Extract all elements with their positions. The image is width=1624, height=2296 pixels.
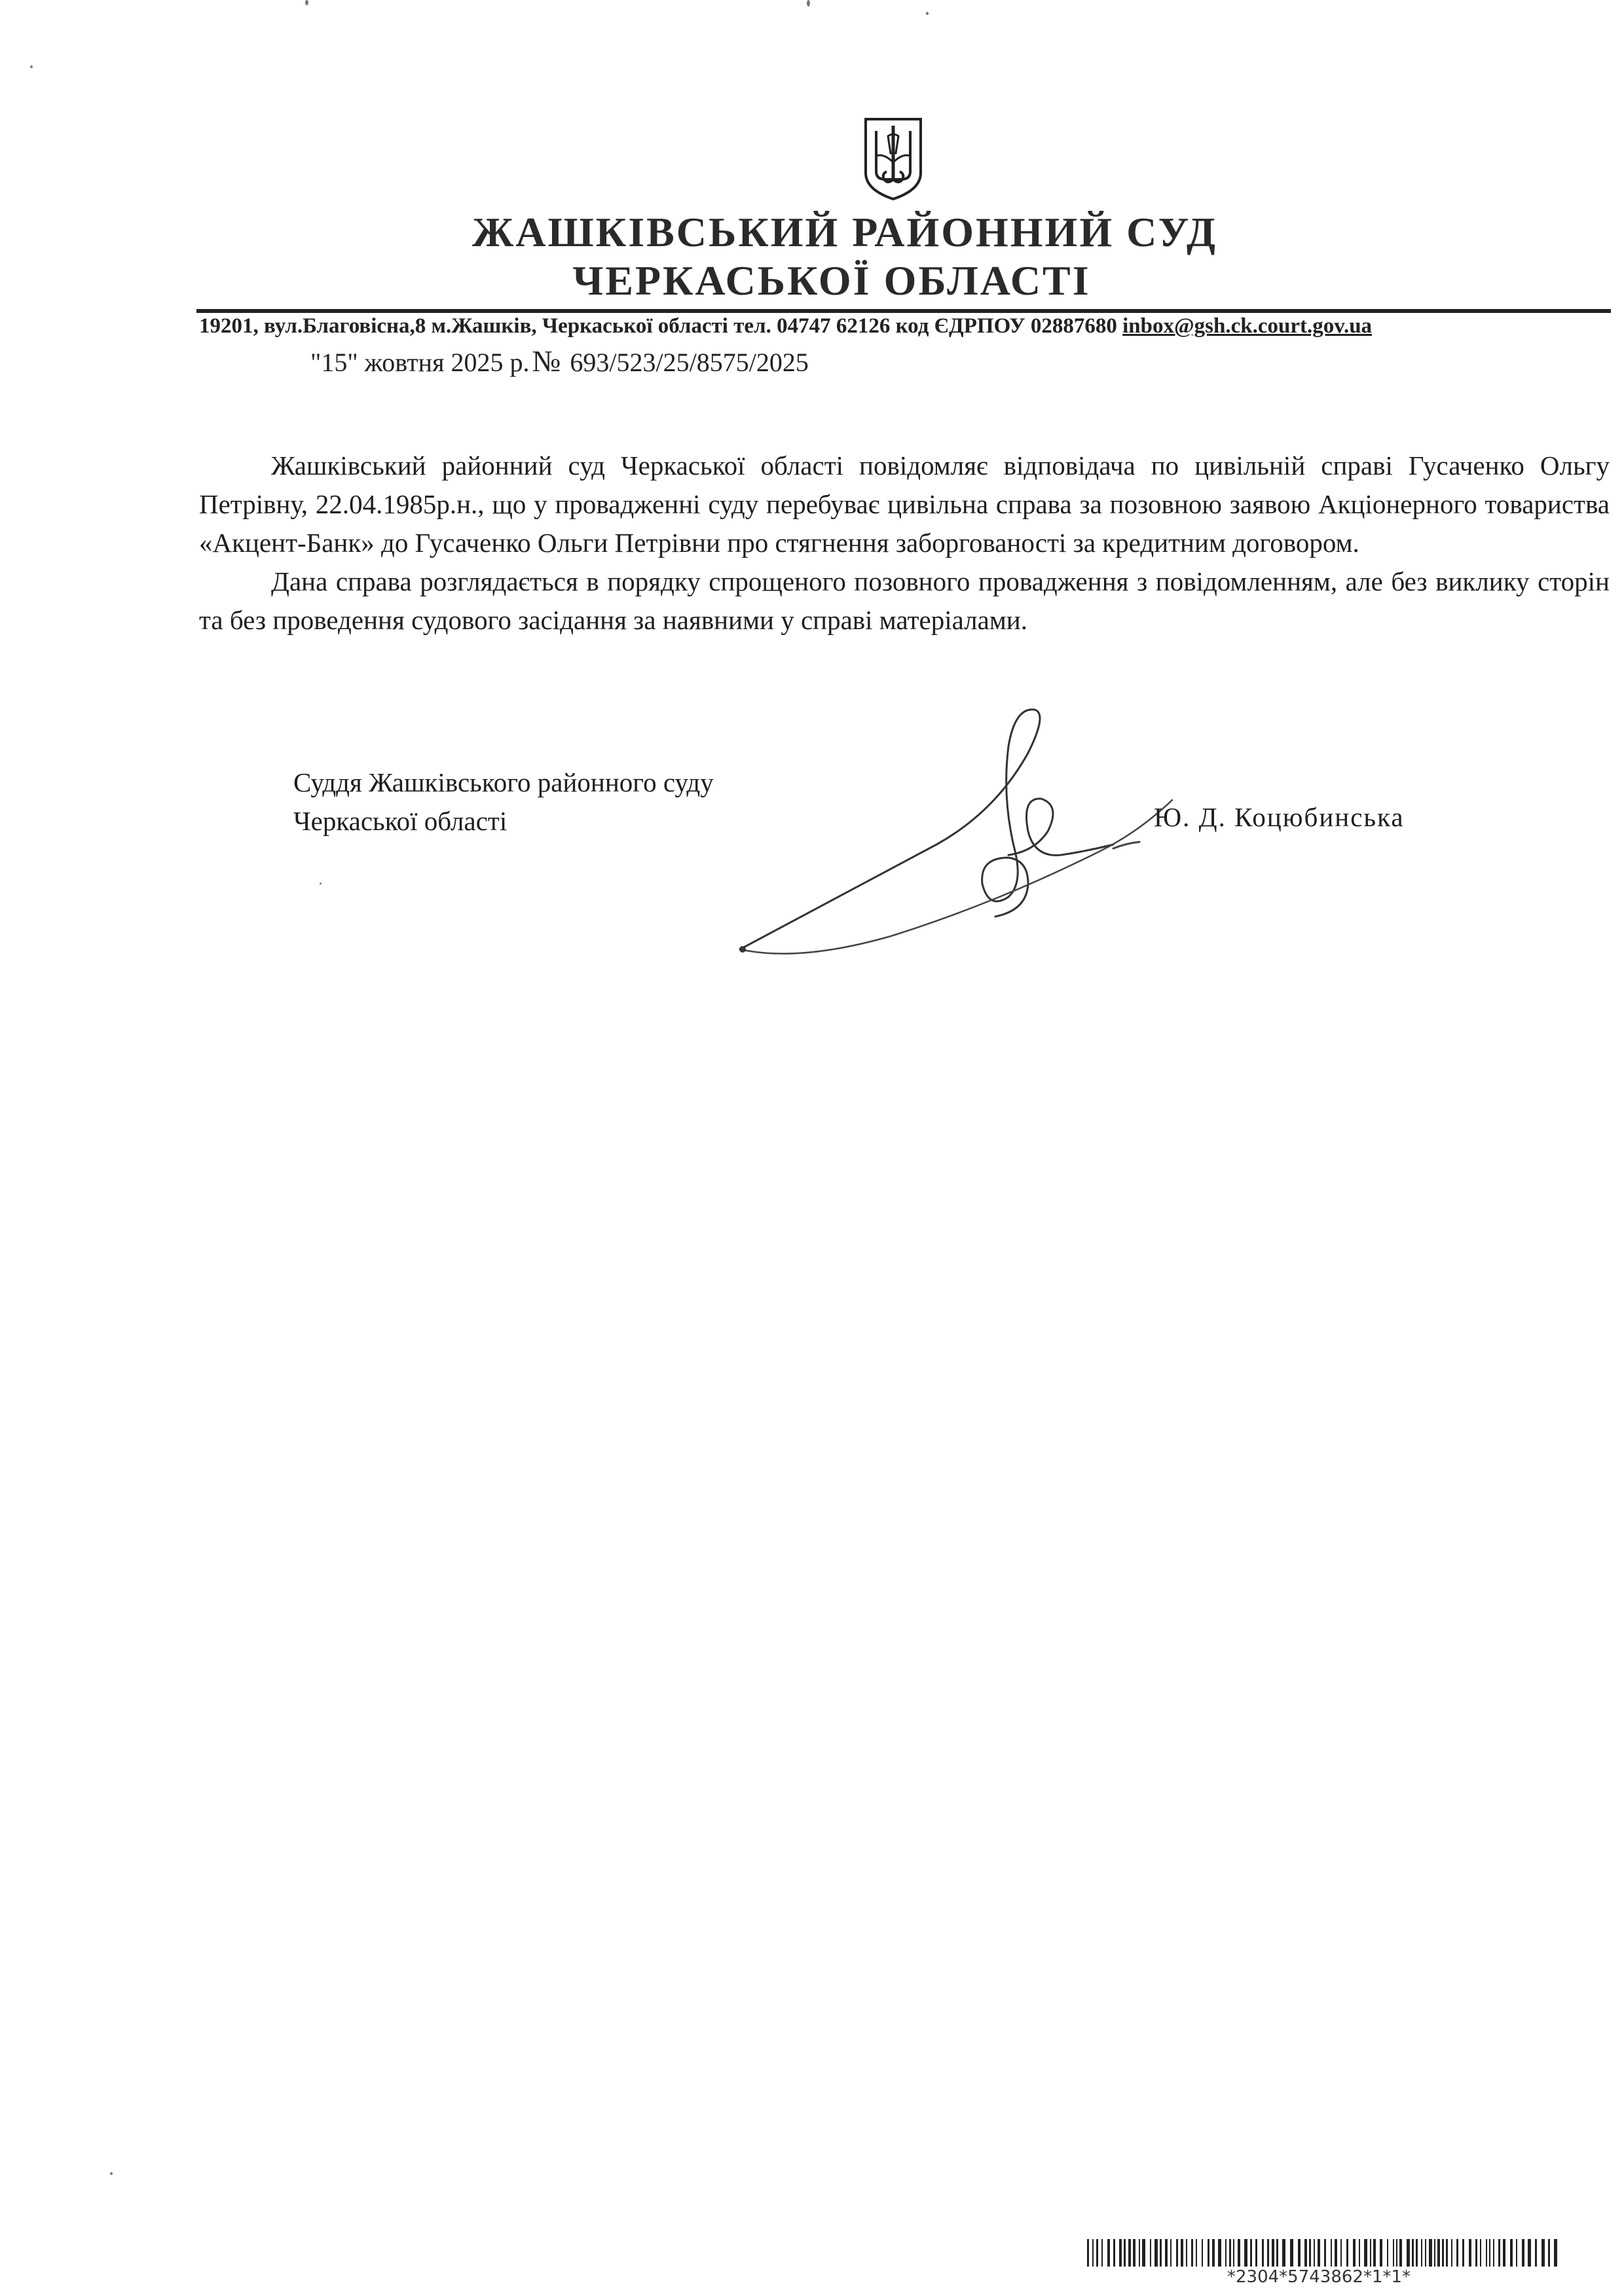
barcode-bar bbox=[1416, 2239, 1418, 2267]
barcode-bar bbox=[1429, 2239, 1432, 2267]
barcode-bar bbox=[1364, 2239, 1367, 2267]
barcode-bar bbox=[1304, 2239, 1307, 2267]
barcode-bar bbox=[1340, 2239, 1342, 2267]
scan-speck bbox=[807, 0, 810, 7]
barcode-bar bbox=[1370, 2239, 1371, 2267]
barcode-bar bbox=[1541, 2239, 1545, 2267]
barcode-bar bbox=[1451, 2239, 1452, 2267]
barcode-bar bbox=[1233, 2239, 1234, 2267]
barcode-bar bbox=[1510, 2239, 1513, 2267]
court-name-line2: ЧЕРКАСЬКОЇ ОБЛАСТІ bbox=[572, 257, 1091, 304]
barcode-bar bbox=[1425, 2239, 1426, 2267]
barcode-bar bbox=[1186, 2239, 1187, 2267]
barcode-bar bbox=[1282, 2239, 1285, 2267]
reference-number: 693/523/25/8575/2025 bbox=[570, 348, 809, 377]
barcode-bar bbox=[1238, 2239, 1240, 2267]
barcode-bar bbox=[1331, 2239, 1332, 2267]
barcode-bar bbox=[1255, 2239, 1257, 2267]
barcode-bar bbox=[1262, 2239, 1264, 2267]
barcode-bar bbox=[1218, 2239, 1221, 2267]
barcode-bar bbox=[1133, 2239, 1135, 2267]
barcode-text: *2304*5743862*1*1* bbox=[1227, 2267, 1411, 2287]
court-name-line1: ЖАШКІВСЬКИЙ РАЙОННИЙ СУД bbox=[472, 209, 1217, 255]
barcode-bar bbox=[1250, 2239, 1252, 2267]
barcode-bar bbox=[1489, 2239, 1490, 2267]
judge-name: Ю. Д. Коцюбинська bbox=[1154, 802, 1405, 832]
barcode-bar bbox=[1516, 2239, 1517, 2267]
barcode-bar bbox=[1309, 2239, 1311, 2267]
barcode-bar bbox=[1092, 2239, 1094, 2267]
barcode-bar bbox=[1101, 2239, 1103, 2267]
barcode-bar bbox=[1446, 2239, 1448, 2267]
barcode-bar bbox=[1107, 2239, 1110, 2267]
barcode-bar bbox=[1469, 2239, 1471, 2267]
barcode-bar bbox=[1442, 2239, 1444, 2267]
scan-speck bbox=[305, 0, 308, 5]
barcode-bar bbox=[1154, 2239, 1158, 2267]
scan-speck bbox=[30, 65, 33, 68]
barcode-bar bbox=[1142, 2239, 1145, 2267]
barcode-bar bbox=[1548, 2239, 1550, 2267]
barcode-bar bbox=[1212, 2239, 1215, 2267]
barcode-bar bbox=[1113, 2239, 1115, 2267]
signatory-title-line1: Суддя Жашківського районного суду bbox=[293, 767, 714, 797]
barcode-bar bbox=[1346, 2239, 1348, 2267]
barcode-bar bbox=[1421, 2239, 1422, 2267]
barcode-bar bbox=[1522, 2239, 1524, 2267]
barcode-bar bbox=[1208, 2239, 1209, 2267]
barcode-bar bbox=[1139, 2239, 1140, 2267]
barcode-bar bbox=[1298, 2239, 1301, 2267]
barcode-bar bbox=[1176, 2239, 1178, 2267]
signatory-title-line2: Черкаської області bbox=[293, 806, 507, 836]
barcode-bar bbox=[1528, 2239, 1531, 2267]
barcode-bar bbox=[1393, 2239, 1394, 2267]
barcode-bar bbox=[1267, 2239, 1269, 2267]
barcode-bar bbox=[1493, 2239, 1494, 2267]
barcode-bar bbox=[1407, 2239, 1410, 2267]
header-divider bbox=[196, 309, 1611, 313]
barcode-bar bbox=[1535, 2239, 1537, 2267]
barcode-bar bbox=[1396, 2239, 1397, 2267]
barcode-bar bbox=[1191, 2239, 1193, 2267]
barcode-bar bbox=[1314, 2239, 1315, 2267]
barcode-bar bbox=[1324, 2239, 1326, 2267]
barcode-bar bbox=[1335, 2239, 1337, 2267]
barcode-bar bbox=[1087, 2239, 1089, 2267]
address-text: 19201, вул.Благовісна,8 м.Жашків, Черкаської області тел. 04747 62126 код ЄДРПОУ 02887680 bbox=[199, 314, 1117, 338]
barcode-bar bbox=[1318, 2239, 1320, 2267]
barcode-bar bbox=[1276, 2239, 1278, 2267]
barcode-bar bbox=[1290, 2239, 1293, 2267]
barcode-bar bbox=[1096, 2239, 1098, 2267]
scan-speck bbox=[320, 883, 322, 884]
barcode-bar bbox=[1498, 2239, 1500, 2267]
barcode-bar bbox=[1229, 2239, 1231, 2267]
barcode-bar bbox=[1202, 2239, 1203, 2267]
body-paragraph-2: Дана справа розглядається в порядку спрощеного позовного провадження з повідомленням, але без виклику сторін та без проведення судового засідання за наявними у справі матеріалами. bbox=[199, 566, 1610, 635]
barcode-bar bbox=[1150, 2239, 1151, 2267]
barcode-bar bbox=[1119, 2239, 1122, 2267]
barcode-bar bbox=[1196, 2239, 1197, 2267]
barcode-bar bbox=[1128, 2239, 1131, 2267]
barcode-bar bbox=[1503, 2239, 1505, 2267]
barcode-bar bbox=[1124, 2239, 1126, 2267]
barcode-bar bbox=[1412, 2239, 1414, 2267]
handwritten-signature bbox=[720, 701, 1192, 975]
scan-speck bbox=[926, 12, 929, 15]
barcode-bar bbox=[1165, 2239, 1168, 2267]
letter-body bbox=[199, 446, 1610, 640]
barcode-bar bbox=[1462, 2239, 1464, 2267]
number-sign: № bbox=[532, 344, 561, 378]
barcode-bar bbox=[1486, 2239, 1487, 2267]
barcode-bar bbox=[1272, 2239, 1274, 2267]
barcode-bar bbox=[1373, 2239, 1376, 2267]
barcode-bar bbox=[1181, 2239, 1183, 2267]
barcode-bar bbox=[1225, 2239, 1227, 2267]
barcode bbox=[1087, 2239, 1565, 2267]
body-paragraph-1: Жашківський районний суд Черкаської області повідомляє відповідача по цивільній справі Гусаченко Ольгу Петрівну, 22.04.1985р.н., що у провадженні суду перебуває цивільна справа за позовною заявою Акціонерного товариства «Акцент-Банк» до Гусаченко Ольги Петрівни про стягнення заборгованості за кредитним договором. bbox=[199, 450, 1610, 558]
barcode-bar bbox=[1475, 2239, 1477, 2267]
barcode-bar bbox=[1456, 2239, 1458, 2267]
signatory-title bbox=[293, 763, 714, 841]
barcode-bar bbox=[1480, 2239, 1481, 2267]
reference-date: "15" жовтня 2025 р. bbox=[310, 348, 530, 377]
barcode-bar bbox=[1353, 2239, 1356, 2267]
court-address bbox=[199, 314, 1372, 338]
barcode-bar bbox=[1380, 2239, 1382, 2267]
barcode-bar bbox=[1554, 2239, 1557, 2267]
barcode-bar bbox=[1399, 2239, 1402, 2267]
barcode-bar bbox=[1170, 2239, 1172, 2267]
barcode-bar bbox=[1437, 2239, 1440, 2267]
barcode-bar bbox=[1359, 2239, 1360, 2267]
barcode-bar bbox=[1387, 2239, 1388, 2267]
barcode-bar bbox=[1160, 2239, 1162, 2267]
barcode-bar bbox=[1434, 2239, 1435, 2267]
barcode-bar bbox=[1244, 2239, 1247, 2267]
court-email: inbox@gsh.ck.court.gov.ua bbox=[1122, 314, 1373, 338]
trident-icon bbox=[862, 117, 925, 202]
reference-line bbox=[310, 344, 809, 378]
scan-speck bbox=[110, 2172, 113, 2175]
